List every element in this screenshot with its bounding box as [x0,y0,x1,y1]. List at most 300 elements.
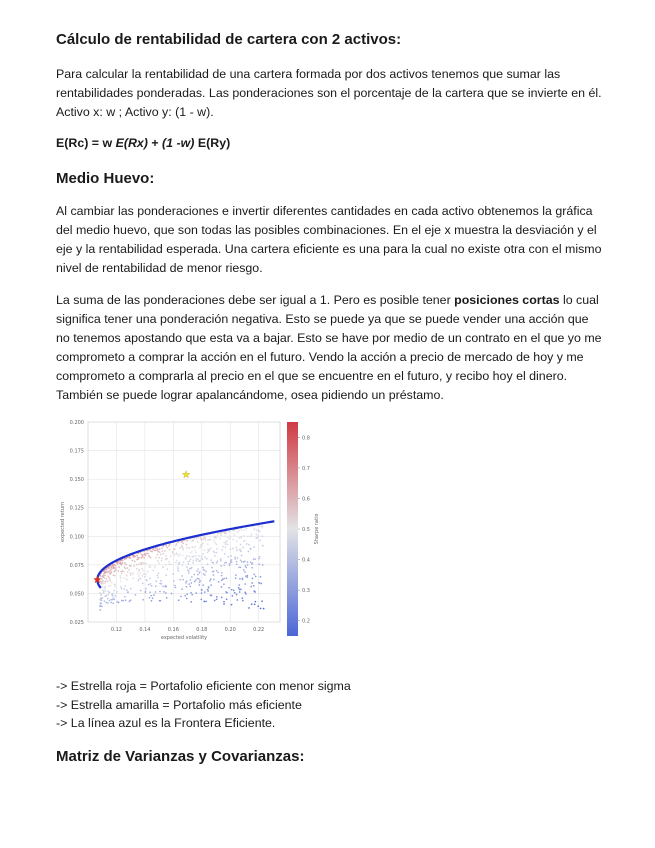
scatter-point [141,568,143,570]
scatter-point [243,569,245,571]
scatter-point [260,576,262,578]
scatter-point [261,600,263,602]
scatter-point [244,565,246,567]
scatter-point [157,575,159,577]
scatter-point [124,558,126,560]
scatter-point [210,584,212,586]
scatter-point [202,542,204,544]
scatter-point [133,565,135,567]
scatter-point [193,574,195,576]
scatter-point [224,535,226,537]
scatter-point [155,557,157,559]
scatter-point [191,540,193,542]
scatter-point [213,574,215,576]
scatter-point [220,558,222,560]
scatter-point [202,553,204,555]
scatter-point [197,541,199,543]
scatter-point [113,583,115,585]
colorbar-tick-label: 0.6 [302,496,310,503]
scatter-point [107,594,109,596]
scatter-point [121,573,123,575]
scatter-point [216,562,218,564]
scatter-point [169,549,171,551]
scatter-point [174,554,176,556]
scatter-point [238,584,240,586]
scatter-point [231,604,233,606]
scatter-point [247,561,249,563]
scatter-point [180,541,182,543]
scatter-point [184,595,186,597]
scatter-point [204,549,206,551]
scatter-point [221,572,223,574]
scatter-point [113,590,115,592]
scatter-point [158,562,160,564]
scatter-point [214,536,216,538]
scatter-point [198,572,200,574]
scatter-point [257,605,259,607]
scatter-point [239,549,241,551]
scatter-point [251,567,253,569]
scatter-point [127,567,129,569]
scatter-point [227,537,229,539]
scatter-point [185,544,187,546]
scatter-point [129,600,131,602]
scatter-point [258,558,260,560]
scatter-point [248,544,250,546]
scatter-point [234,592,236,594]
scatter-point [128,557,130,559]
scatter-point [241,537,243,539]
scatter-point [195,551,197,553]
scatter-point [250,535,252,537]
scatter-point [182,543,184,545]
scatter-point [104,572,106,574]
scatter-point [240,550,242,552]
scatter-point [186,580,188,582]
scatter-point [99,605,101,607]
scatter-point [192,562,194,564]
scatter-point [178,570,180,572]
scatter-point [190,601,192,603]
scatter-point [225,533,227,535]
x-tick-label: 0.20 [224,627,236,633]
scatter-point [110,568,112,570]
scatter-point [168,563,170,565]
scatter-point [104,586,106,588]
scatter-point [136,555,138,557]
scatter-point [109,580,111,582]
scatter-point [232,595,234,597]
scatter-point [239,578,241,580]
scatter-point [102,589,104,591]
scatter-point [142,599,144,601]
scatter-point [191,594,193,596]
scatter-point [147,571,149,573]
scatter-point [262,564,264,566]
scatter-point [216,548,218,550]
scatter-point [192,559,194,561]
scatter-point [130,574,132,576]
scatter-point [241,529,243,531]
scatter-point [221,549,223,551]
scatter-point [140,590,142,592]
scatter-point [106,595,108,597]
x-tick-label: 0.18 [196,627,208,633]
scatter-point [223,565,225,567]
scatter-point [212,571,214,573]
scatter-point [214,542,216,544]
scatter-point [230,562,232,564]
scatter-point [253,546,255,548]
scatter-point [204,574,206,576]
section-title-medio-huevo: Medio Huevo: [56,170,155,187]
scatter-point [161,548,163,550]
scatter-point [253,590,255,592]
scatter-point [165,558,167,560]
scatter-point [250,586,252,588]
scatter-point [232,539,234,541]
scatter-point [105,578,107,580]
scatter-point [234,556,236,558]
scatter-point [248,607,250,609]
scatter-point [174,585,176,587]
scatter-point [191,567,193,569]
scatter-point [260,608,262,610]
bullet-item: -> Estrella roja = Portafolio eficiente con menor sigma [56,679,351,693]
scatter-point [204,539,206,541]
scatter-point [207,552,209,554]
scatter-point [112,602,114,604]
scatter-point [218,581,220,583]
scatter-point [201,592,203,594]
scatter-point [195,579,197,581]
scatter-point [107,581,109,583]
scatter-point [106,571,108,573]
scatter-point [99,580,101,582]
scatter-point [235,574,237,576]
scatter-point [138,563,140,565]
y-tick-label: 0.200 [69,420,84,426]
scatter-point [107,575,109,577]
scatter-point [210,594,212,596]
scatter-point [254,558,256,560]
scatter-point [259,525,261,527]
scatter-point [242,546,244,548]
scatter-point [197,578,199,580]
scatter-point [238,537,240,539]
scatter-point [246,528,248,530]
scatter-point [110,585,112,587]
scatter-point [253,585,255,587]
scatter-point [246,543,248,545]
scatter-point [224,553,226,555]
scatter-point [263,608,265,610]
scatter-point [191,551,193,553]
scatter-point [132,572,134,574]
scatter-point [223,583,225,585]
scatter-point [236,561,238,563]
scatter-point [106,569,108,571]
scatter-point [109,600,111,602]
scatter-point [130,557,132,559]
y-tick-label: 0.100 [69,534,84,541]
scatter-point [185,558,187,560]
section-title-rentabilidad: Cálculo de rentabilidad de cartera con 2 activos: [56,31,402,48]
scatter-point [148,566,150,568]
scatter-point [198,584,200,586]
scatter-point [150,557,152,559]
scatter-point [106,602,108,604]
scatter-point [219,538,221,540]
scatter-point [140,564,142,566]
scatter-point [250,548,252,550]
y-tick-label: 0.175 [69,448,84,455]
scatter-point [151,600,153,602]
formula-part: E(Rc) = w [56,136,116,150]
formula-part: E(Ry) [194,136,231,150]
scatter-point [204,600,206,602]
scatter-point [142,556,144,558]
scatter-point [246,575,248,577]
section-title-matriz: Matriz de Varianzas y Covarianzas: [56,748,305,765]
scatter-point [112,597,114,599]
scatter-point [132,577,134,579]
scatter-point [112,593,114,595]
scatter-point [167,547,169,549]
scatter-point [128,591,130,593]
scatter-point [159,600,161,602]
scatter-point [129,565,131,567]
scatter-point [250,561,252,563]
scatter-point [261,527,263,529]
scatter-point [166,597,168,599]
scatter-point [190,592,192,594]
scatter-point [150,583,152,585]
scatter-point [135,594,137,596]
scatter-point [223,542,225,544]
scatter-point [201,589,203,591]
scatter-point [189,556,191,558]
scatter-point [140,557,142,559]
scatter-point [108,577,110,579]
scatter-point [100,602,102,604]
scatter-point [237,557,239,559]
text-run: lo cual significa tener una ponderación negativa. Esto se puede ya que se puede vender una acción que no tenemos apostando que esta va a bajar. Esto se have por medio de un contrato en el que yo me comprometo a comprar la acción en el futuro. Vendo la acción a precio de mercado de hoy y me comprometo a comprarla al precio en el que se encuentre en el futuro, y recibo hoy el dinero. También se puede lograr apalancándome, osea pidiendo un préstamo. [56,293,602,402]
scatter-point [188,572,190,574]
scatter-point [225,562,227,564]
scatter-point [118,566,120,568]
scatter-point [177,566,179,568]
scatter-point [141,554,143,556]
scatter-point [99,592,101,594]
scatter-point [244,591,246,593]
scatter-point [123,577,125,579]
colorbar-label: Sharpe ratio [314,513,320,545]
scatter-point [240,566,242,568]
scatter-point [143,557,145,559]
scatter-point [130,588,132,590]
scatter-point [228,531,230,533]
scatter-point [175,587,177,589]
formula-part: (1 -w) [162,136,195,150]
scatter-point [256,534,258,536]
scatter-point [182,549,184,551]
scatter-point [216,560,218,562]
scatter-point [144,592,146,594]
scatter-point [240,559,242,561]
scatter-point [109,570,111,572]
formula-part: + [147,136,163,150]
scatter-point [207,563,209,565]
scatter-point [117,563,119,565]
scatter-point [126,575,128,577]
scatter-point [244,540,246,542]
scatter-point [165,555,167,557]
scatter-point [199,580,201,582]
scatter-point [144,553,146,555]
scatter-point [221,534,223,536]
scatter-point [136,564,138,566]
scatter-point [158,557,160,559]
scatter-point [256,529,258,531]
scatter-point [124,585,126,587]
scatter-point [162,586,164,588]
scatter-point [145,588,147,590]
scatter-point [214,552,216,554]
scatter-point [132,560,134,562]
scatter-point [252,577,254,579]
scatter-point [245,593,247,595]
scatter-point [154,565,156,567]
scatter-point [207,590,209,592]
scatter-point [162,545,164,547]
scatter-point [254,601,256,603]
scatter-point [99,609,101,611]
scatter-point [236,594,238,596]
scatter-point [115,567,117,569]
scatter-point [233,533,235,535]
scatter-point [262,545,264,547]
scatter-point [200,599,202,601]
scatter-point [189,560,191,562]
scatter-point [173,580,175,582]
scatter-point [259,556,261,558]
scatter-point [163,591,165,593]
scatter-point [204,536,206,538]
scatter-point [150,564,152,566]
scatter-point [138,569,140,571]
y-tick-label: 0.125 [69,505,84,512]
scatter-point [114,575,116,577]
scatter-point [182,554,184,556]
scatter-point [222,546,224,548]
scatter-point [225,542,227,544]
scatter-point [136,568,138,570]
scatter-point [187,555,189,557]
scatter-point [164,550,166,552]
scatter-point [197,574,199,576]
scatter-point [224,533,226,535]
scatter-point [101,581,103,583]
scatter-point [251,563,253,565]
scatter-point [237,599,239,601]
scatter-point [174,549,176,551]
scatter-point [196,570,198,572]
scatter-point [143,570,145,572]
scatter-point [137,573,139,575]
scatter-point [236,531,238,533]
scatter-point [187,561,189,563]
scatter-point [186,566,188,568]
x-tick-label: 0.22 [253,627,265,633]
scatter-point [216,570,218,572]
scatter-point [261,525,263,527]
scatter-point [210,559,212,561]
scatter-point [181,546,183,548]
scatter-point [113,574,115,576]
bullet-item: -> Estrella amarilla = Portafolio más eficiente [56,697,302,712]
scatter-point [133,556,135,558]
scatter-point [145,555,147,557]
scatter-point [162,550,164,552]
scatter-point [226,577,228,579]
scatter-point [188,563,190,565]
scatter-point [187,540,189,542]
scatter-point [251,582,253,584]
scatter-point [176,543,178,545]
scatter-point [108,571,110,573]
scatter-point [207,549,209,551]
scatter-point [244,583,246,585]
scatter-point [122,600,124,602]
scatter-point [189,568,191,570]
scatter-point [149,591,151,593]
scatter-point [153,594,155,596]
scatter-point [148,584,150,586]
scatter-point [161,560,163,562]
scatter-point [126,589,128,591]
scatter-point [161,583,163,585]
scatter-point [137,558,139,560]
scatter-point [138,578,140,580]
scatter-point [159,548,161,550]
scatter-point [165,592,167,594]
scatter-point [121,588,123,590]
colorbar-ticks [298,435,310,624]
scatter-point [104,575,106,577]
scatter-point [101,578,103,580]
scatter-point [221,586,223,588]
scatter-point [146,579,148,581]
scatter-point [114,595,116,597]
scatter-point [239,591,241,593]
scatter-point [234,535,236,537]
scatter-point [236,549,238,551]
scatter-point [176,560,178,562]
scatter-point [116,591,118,593]
scatter-point [232,548,234,550]
scatter-point [175,545,177,547]
scatter-point [102,586,104,588]
scatter-point [170,564,172,566]
bullet-item: -> La línea azul es la Frontera Eficiente. [56,716,276,730]
scatter-point [221,597,223,599]
scatter-point [247,536,249,538]
scatter-point [125,599,127,601]
x-axis-label: expected volatility [160,635,208,641]
scatter-point [216,598,218,600]
y-tick-label: 0.075 [69,562,84,569]
